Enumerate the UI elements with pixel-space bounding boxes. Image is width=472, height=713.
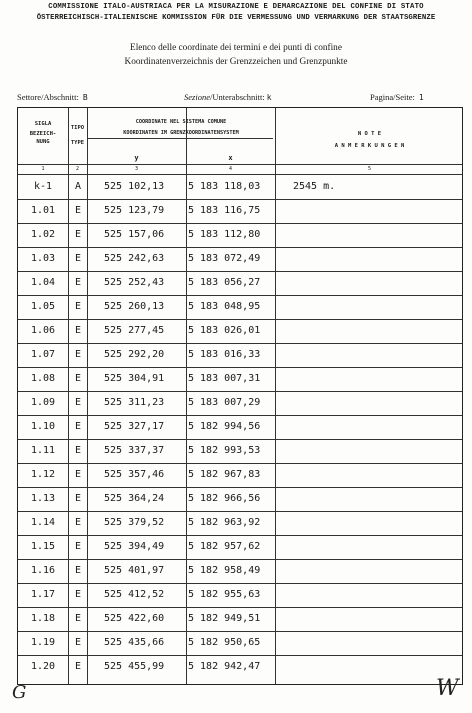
pagina-field [370,92,424,102]
x-coordinate-cell: 5 183 007,31 [188,373,261,384]
y-coordinate-cell: 525 435,66 [104,637,165,648]
settore-field [17,92,88,102]
y-header: y [134,154,139,162]
row-divider [18,367,462,368]
coordinates-header-line: KOORDINATEN IM GRENZKOORDINATENSYSTEM [123,130,239,136]
row-divider [18,583,462,584]
table-row [18,277,462,289]
x-coordinate-cell: 5 183 026,01 [188,325,261,336]
y-coordinate-cell: 525 357,46 [104,469,165,480]
pagina-label: Pagina/Seite: [370,92,415,102]
y-coordinate-cell: 525 252,43 [104,277,165,288]
sigla-cell: 1.09 [30,397,56,408]
x-coordinate-cell: 5 182 955,63 [188,589,261,600]
tipo-cell: E [74,637,82,648]
tipo-cell: E [74,493,82,504]
table-row [18,445,462,457]
table-row [18,661,462,673]
tipo-cell: E [74,373,82,384]
document-title-de: Koordinatenverzeichnis der Grenzzeichen und Grenzpunkte [124,57,348,67]
x-coordinate-cell: 5 183 116,75 [188,205,261,216]
row-divider [18,607,462,608]
tipo-header-line: TIPO [70,125,85,131]
tipo-cell: A [74,181,82,192]
tipo-cell: E [74,661,82,672]
sigla-cell: 1.06 [30,325,56,336]
x-coordinate-cell: 5 183 118,03 [188,181,261,192]
y-coordinate-cell: 525 422,60 [104,613,165,624]
y-coordinate-cell: 525 455,99 [104,661,165,672]
sigla-cell: 1.10 [30,421,56,432]
tipo-cell: E [74,517,82,528]
sigla-cell: k-1 [33,181,53,192]
y-coordinate-cell: 525 311,23 [104,397,165,408]
sigla-cell: 1.04 [30,277,56,288]
x-coordinate-cell: 5 182 958,49 [188,565,261,576]
tipo-cell: E [74,349,82,360]
signature-right: W [436,676,459,701]
y-coordinate-cell: 525 304,91 [104,373,165,384]
sigla-header-line: SIGLA [34,121,52,127]
table-row [18,517,462,529]
row-divider [18,295,462,296]
col-number: 1 [41,166,45,172]
y-coordinate-cell: 525 123,79 [104,205,165,216]
note-header-line: A N M E R K U N G E N [334,143,405,149]
table-row [18,229,462,241]
table-row [18,253,462,265]
row-divider [18,319,462,320]
sigla-cell: 1.08 [30,373,56,384]
sigla-cell: 1.17 [30,589,56,600]
pagina-value: 1 [418,93,424,102]
table-row [18,325,462,337]
tipo-cell: E [74,589,82,600]
y-coordinate-cell: 525 364,24 [104,493,165,504]
row-divider [18,535,462,536]
table-row [18,589,462,601]
x-coordinate-cell: 5 182 967,83 [188,469,261,480]
tipo-cell: E [74,541,82,552]
sigla-cell: 1.13 [30,493,56,504]
coordinates-header [87,117,275,139]
sigla-header [18,120,68,146]
sigla-cell: 1.14 [30,517,56,528]
tipo-cell: E [74,229,82,240]
tipo-cell: E [74,253,82,264]
tipo-cell: E [74,613,82,624]
coordinates-header-line: COORDINATE NEL SISTEMA COMUNE [135,119,227,125]
sigla-cell: 1.12 [30,469,56,480]
sigla-header-line: NUNG [36,139,50,145]
tipo-cell: E [74,325,82,336]
tipo-cell: E [74,205,82,216]
table-row [18,373,462,385]
x-coordinate-cell: 5 182 966,56 [188,493,261,504]
y-coordinate-cell: 525 242,63 [104,253,165,264]
tipo-cell: E [74,445,82,456]
table-row [18,205,462,217]
x-coordinate-cell: 5 183 048,95 [188,301,261,312]
col-number: 4 [228,166,232,172]
col-number: 2 [75,166,79,172]
sezione-label-it: Sezione [184,92,210,102]
row-divider [18,559,462,560]
x-coordinate-cell: 5 182 993,53 [188,445,261,456]
y-coordinate-cell: 525 379,52 [104,517,165,528]
commission-title-it: COMMISSIONE ITALO-AUSTRIACA PER LA MISURAZIONE E DEMARCAZIONE DEL CONFINE DI STATO [48,3,424,11]
sigla-cell: 1.11 [30,445,56,456]
row-divider [18,415,462,416]
tipo-cell: E [74,397,82,408]
tipo-header-line: TYPE [70,140,85,146]
row-divider [18,199,462,200]
y-coordinate-cell: 525 327,17 [104,421,165,432]
tipo-cell: E [74,277,82,288]
header-rule [18,164,462,165]
table-row [18,181,462,193]
signature-left: G [12,682,27,703]
y-coordinate-cell: 525 292,20 [104,349,165,360]
note-header [275,128,464,152]
x-coordinate-cell: 5 182 994,56 [188,421,261,432]
sigla-cell: 1.05 [30,301,56,312]
table-row [18,397,462,409]
x-coordinate-cell: 5 183 112,80 [188,229,261,240]
col-number: 5 [367,166,371,172]
y-coordinate-cell: 525 401,97 [104,565,165,576]
sezione-value: k [266,93,272,102]
table-row [18,493,462,505]
tipo-cell: E [74,469,82,480]
sigla-cell: 1.15 [30,541,56,552]
x-coordinate-cell: 5 182 949,51 [188,613,261,624]
sigla-cell: 1.02 [30,229,56,240]
table-row [18,301,462,313]
header-rule [18,174,462,175]
x-coordinate-cell: 5 183 056,27 [188,277,261,288]
table-row [18,541,462,553]
sigla-header-line: BEZEICH- [29,131,57,137]
tipo-cell: E [74,421,82,432]
sigla-cell: 1.19 [30,637,56,648]
y-coordinate-cell: 525 157,06 [104,229,165,240]
row-divider [18,247,462,248]
tipo-cell: E [74,301,82,312]
sigla-cell: 1.20 [30,661,56,672]
x-coordinate-cell: 5 183 007,29 [188,397,261,408]
sigla-cell: 1.16 [30,565,56,576]
y-coordinate-cell: 525 337,37 [104,445,165,456]
tipo-cell: E [74,565,82,576]
sigla-cell: 1.18 [30,613,56,624]
x-coordinate-cell: 5 183 072,49 [188,253,261,264]
commission-title-de: ÖSTERREICHISCH-ITALIENISCHE KOMMISSION FÜR DIE VERMESSUNG UND VERMARKUNG DER STAATSGRENZE [36,14,436,22]
note-cell: 2545 m. [293,181,336,192]
table-row [18,349,462,361]
x-coordinate-cell: 5 183 016,33 [188,349,261,360]
row-divider [18,223,462,224]
sezione-label-de: /Unterabschnitt: [209,92,265,102]
row-divider [18,271,462,272]
x-coordinate-cell: 5 182 957,62 [188,541,261,552]
row-divider [18,511,462,512]
x-coordinate-cell: 5 182 963,92 [188,517,261,528]
row-divider [18,487,462,488]
row-divider [18,343,462,344]
row-divider [18,463,462,464]
note-header-line: N O T E [357,131,382,137]
tipo-header [68,124,87,147]
table-row [18,421,462,433]
x-header: x [228,154,233,162]
sigla-cell: 1.07 [30,349,56,360]
row-divider [18,439,462,440]
document-title-it: Elenco delle coordinate dei termini e dei punti di confine [130,43,342,53]
row-divider [18,655,462,656]
x-coordinate-cell: 5 182 942,47 [188,661,261,672]
y-coordinate-cell: 525 260,13 [104,301,165,312]
table-row [18,613,462,625]
coordinates-table [17,107,463,685]
row-divider [18,631,462,632]
y-coordinate-cell: 525 394,49 [104,541,165,552]
y-coordinate-cell: 525 412,52 [104,589,165,600]
row-divider [18,391,462,392]
table-row [18,637,462,649]
sezione-field [184,92,272,102]
table-row [18,469,462,481]
y-coordinate-cell: 525 102,13 [104,181,165,192]
sigla-cell: 1.01 [30,205,56,216]
x-coordinate-cell: 5 182 950,65 [188,637,261,648]
y-coordinate-cell: 525 277,45 [104,325,165,336]
settore-value: B [82,93,88,102]
col-number: 3 [134,166,138,172]
settore-label: Settore/Abschnitt: [17,92,79,102]
table-row [18,565,462,577]
sigla-cell: 1.03 [30,253,56,264]
